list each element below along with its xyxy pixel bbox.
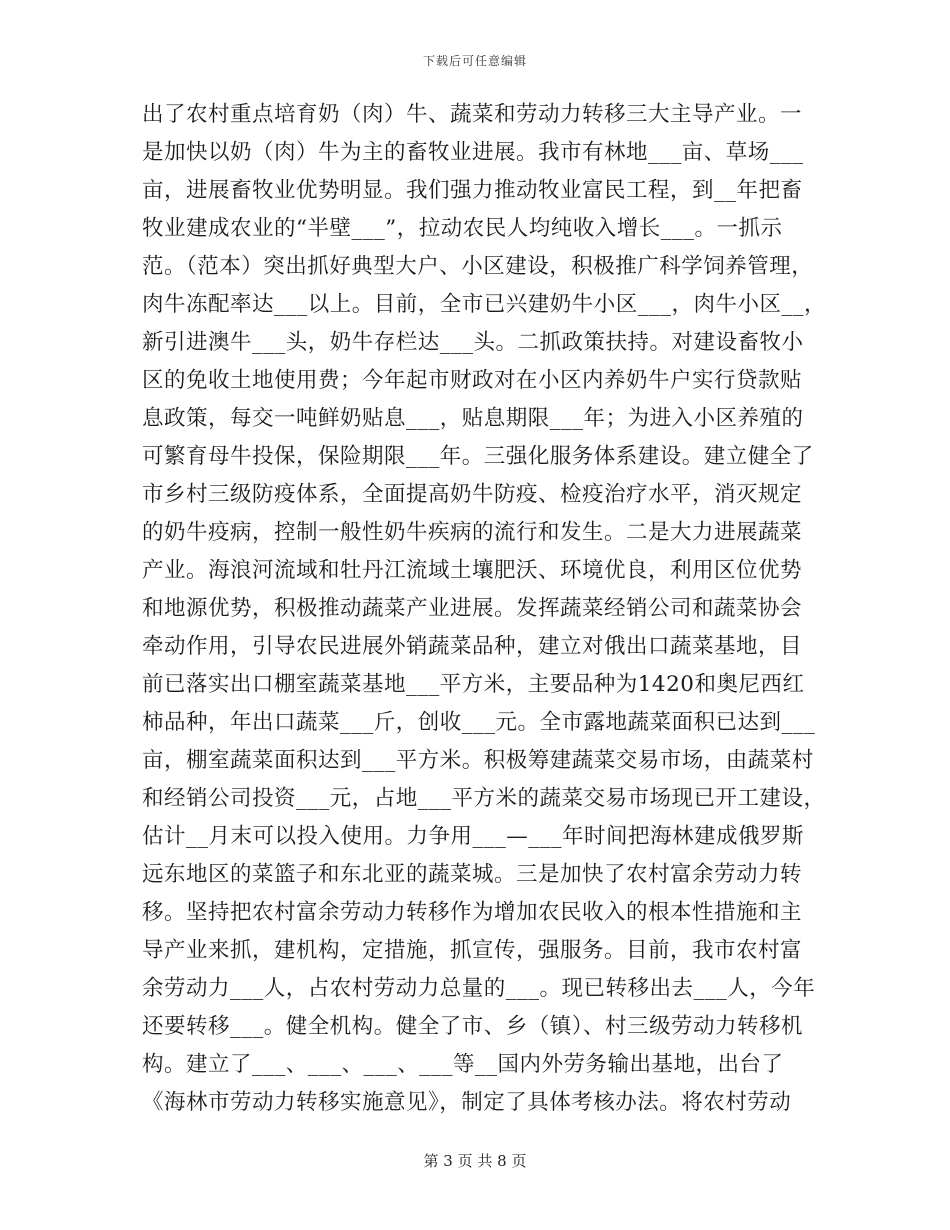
text-line: 的奶牛疫病，控制一般性奶牛疾病的流行和发生。二是大力进展蔬菜	[142, 520, 803, 545]
text-line: 范。（范本）突出抓好典型大户、小区建设，积极推广科学饲养管理，	[142, 254, 814, 279]
text-line: 和地源优势，积极推动蔬菜产业进展。发挥蔬菜经销公司和蔬菜协会	[142, 596, 803, 621]
page-number-footer: 第 3 页 共 8 页	[423, 1152, 527, 1170]
text-line: 构。建立了___、___、___、___等__国内外劳务输出基地，出台了	[142, 1052, 784, 1077]
text-line: 远东地区的菜篮子和东北亚的蔬菜城。三是加快了农村富余劳动力转	[142, 862, 803, 887]
text-line: 牧业建成农业的“半壁___”，拉动农民人均纯收入增长___。一抓示	[142, 216, 783, 241]
text-line: 估计__月末可以投入使用。力争用___—___年时间把海林建成俄罗斯	[142, 824, 805, 849]
text-line: 牵动作用，引导农民进展外销蔬菜品种，建立对俄出口蔬菜基地，目	[142, 634, 803, 659]
text-line: 新引进澳牛___头，奶牛存栏达___头。二抓政策扶持。对建设畜牧小	[142, 330, 804, 355]
text-line: 区的免收土地使用费；今年起市财政对在小区内养奶牛户实行贷款贴	[142, 368, 803, 393]
text-line: 前已落实出口棚室蔬菜基地___平方米，主要品种为1420和奥尼西红	[142, 672, 805, 697]
text-line: 移。坚持把农村富余劳动力转移作为增加农民收入的根本性措施和主	[142, 900, 803, 925]
text-line: 亩，进展畜牧业优势明显。我们强力推动牧业富民工程，到__年把畜	[142, 178, 803, 203]
text-line: 出了农村重点培育奶（肉）牛、蔬菜和劳动力转移三大主导产业。一	[142, 102, 803, 127]
text-line: 《海林市劳动力转移实施意见》，制定了具体考核办法。将农村劳动	[142, 1090, 792, 1115]
text-line: 柿品种，年出口蔬菜___斤，创收___元。全市露地蔬菜面积已达到___	[142, 710, 816, 735]
text-line: 可繁育母牛投保，保险期限___年。三强化服务体系建设。建立健全了	[142, 444, 814, 469]
text-line: 肉牛冻配率达___以上。目前，全市已兴建奶牛小区___，肉牛小区__，	[142, 292, 827, 317]
text-line: 余劳动力___人，占农村劳动力总量的___。现已转移出去___人，今年	[142, 976, 816, 1001]
text-line: 还要转移___。健全机构。健全了市、乡（镇）、村三级劳动力转移机	[142, 1014, 804, 1039]
document-body	[142, 96, 827, 1122]
text-line: 是加快以奶（肉）牛为主的畜牧业进展。我市有林地___亩、草场___	[142, 140, 804, 165]
text-line: 息政策，每交一吨鲜奶贴息___，贴息期限___年；为进入小区养殖的	[142, 406, 804, 431]
text-line: 亩，棚室蔬菜面积达到___平方米。积极筹建蔬菜交易市场，由蔬菜村	[142, 748, 814, 773]
text-line: 导产业来抓，建机构，定措施，抓宣传，强服务。目前，我市农村富	[142, 938, 803, 963]
text-line: 和经销公司投资___元，占地___平方米的蔬菜交易市场现已开工建设，	[142, 786, 826, 811]
text-line: 产业。海浪河流域和牡丹江流域土壤肥沃、环境优良，利用区位优势	[142, 558, 803, 583]
text-line: 市乡村三级防疫体系，全面提高奶牛防疫、检疫治疗水平，消灭规定	[142, 482, 803, 507]
page-header-note: 下载后可任意编辑	[422, 54, 527, 68]
